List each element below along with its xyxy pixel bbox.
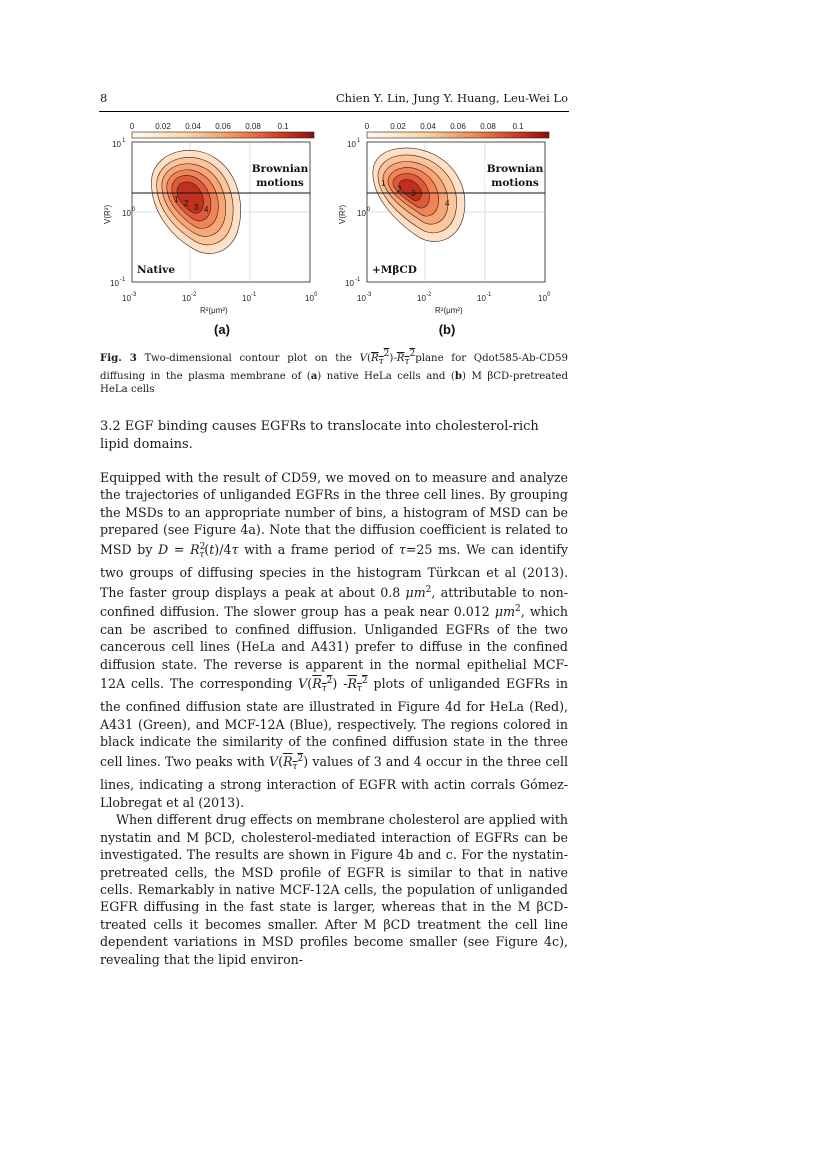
contour-number: 4 (204, 205, 209, 214)
contour-number: 2 (184, 199, 189, 208)
caption-text: Two-dimensional contour plot on the (136, 353, 360, 364)
condition-label-mbcd: +MβCD (372, 264, 417, 276)
caption-text: ) M βCD-pretreated HeLa cells (100, 370, 568, 396)
x-tick-exponent: -3 (131, 292, 137, 298)
y-tick-exponent: -1 (355, 277, 361, 283)
x-tick-exponent: 0 (547, 292, 551, 298)
y-axis-label: V(R²) (103, 204, 112, 224)
colorbar-tick: 0.1 (512, 122, 524, 131)
caption-text: plane for Qdot585-Ab-CD59 diffusing in the plasma membrane of ( (100, 353, 568, 382)
paragraph-1: Equipped with the result of CD59, we moved on to measure and analyze the trajectories of unliganded EGFRs in the three cell lines. By grouping the MSDs to an appropriate number of bins, a histogram of MSD can be prepared (see Figure 4a). Note that the diffusion coefficient is related to MSD by $D = R^2_\tau(t)/4\tau$ with a frame period of τ=25 ms. We can identify two groups of diffusing species in the histogram Türkcan et al (2013). The faster group displays a peak at about 0.8 $\mu m^2$, attributable to non-confined diffusion. The slower group has a peak near 0.012 $\mu m^2$, which can be ascribed to confined diffusion. Unliganded EGFRs of the two cancerous cell lines (HeLa and A431) prefer to diffuse in the confined diffusion state. The reverse is apparent in the normal epithelial MCF-12A cells. The corresponding $V(R_\tau^2)$ $-R_\tau^2$ plots of unliganded EGFRs in the confined diffusion state are illustrated in Figure 4d for HeLa (Red), A431 (Green), and MCF-12A (Blue), respectively. The regions colored in black indicate the similarity of the confined diffusion state in the three cell lines. Two peaks with $V(R_\tau^2)$ values of 3 and 4 occur in the three cell lines, indicating a strong interaction of EGFR with actin corrals Gómez-Llobregat et al (2013). (100, 470, 569, 810)
x-tick: 10 (305, 294, 314, 303)
section-heading: 3.2 EGF binding causes EGFRs to translocate into cholesterol-rich lipid domains. (100, 419, 539, 452)
panel-b (338, 122, 551, 337)
contour-number: 3 (194, 203, 199, 212)
panel-label-a: (a) (214, 322, 230, 337)
colorbar-a (132, 132, 314, 138)
y-tick-exponent: 1 (357, 138, 361, 144)
brownian-label: Brownian (486, 163, 544, 175)
contour-number: 4 (445, 199, 450, 208)
contour-number: 1 (174, 195, 179, 204)
contour-number: 1 (381, 179, 386, 188)
caption-ref-a: a (310, 369, 318, 382)
caption-text: ) native HeLa cells and ( (317, 370, 455, 382)
figure-caption: Fig. 3 Two-dimensional contour plot on the V(Rτ2)-Rτ2plane for Qdot585-Ab-CD59 diffusing in the plasma membrane of (a) native HeLa cells and (b) M βCD-pretreated HeLa cells (100, 349, 568, 396)
caption-ref-b: b (454, 369, 462, 382)
colorbar-tick: 0.04 (185, 122, 201, 131)
y-tick-exponent: 1 (122, 138, 126, 144)
x-tick-exponent: -2 (191, 292, 197, 298)
x-axis-label: R²(μm²) (435, 306, 463, 315)
x-tick: 10 (538, 294, 547, 303)
panel-label-b: (b) (438, 322, 456, 337)
paragraph-text: plots of unliganded EGFRs in the confined diffusion state are illustrated in Figure 4d for HeLa (Red), A431 (Green), and MCF-12A (Blue), respectively. The regions colored in black indicate the similarity of the confined diffusion state in the three cell lines. Two peaks with (100, 675, 568, 769)
x-tick: 10 (122, 294, 131, 303)
paragraph-text: , attributable to non-confined diffusion. The slower group has a peak near 0.012 (100, 584, 568, 620)
y-tick: 10 (110, 279, 119, 288)
y-tick: 10 (112, 140, 121, 149)
caption-math: V (359, 353, 367, 364)
x-axis-label: R²(μm²) (200, 306, 228, 315)
running-authors: Chien Y. Lin, Jung Y. Huang, Leu-Wei Lo (335, 91, 568, 105)
colorbar-tick: 0.08 (480, 122, 496, 131)
paragraph-text: Equipped with the result of CD59, we moved on to measure and analyze the trajectories of unliganded EGFRs in the three cell lines. By grouping the MSDs to an appropriate number of bins, a histogram of MSD can be prepared (see Figure 4a). Note that the diffusion coefficient is related to MSD by (100, 470, 568, 557)
x-tick-exponent: -2 (426, 292, 432, 298)
figure-3-image (100, 120, 568, 350)
colorbar-tick: 0 (129, 122, 135, 131)
paragraph-text: with a frame period of (238, 541, 399, 557)
paragraph-2: When different drug effects on membrane cholesterol are applied with nystatin and M βCD, cholesterol-mediated interaction of EGFRs can be investigated. The results are shown in Figure 4b and c. For the nystatin-pretreated cells, the MSD profile of EGFR is similar to that in native cells. Remarkably in native MCF-12A cells, the population of unliganded EGFR diffusing in the fast state is larger, whereas that in the M βCD-treated cells it becomes smaller. After M βCD treatment the cell line dependent variations in MSD profiles become smaller (see Figure 4c), revealing that the lipid environ- (100, 812, 568, 967)
y-tick: 10 (347, 140, 356, 149)
y-tick: 10 (345, 279, 354, 288)
x-tick: 10 (182, 294, 191, 303)
contour-number: 2 (397, 185, 402, 194)
paragraph-text: values of 3 and 4 occur in the three cell lines, indicating a strong interaction of EGFR with actin corrals Gómez-Llobregat et al (2013). (100, 753, 568, 810)
x-tick-exponent: -1 (251, 292, 257, 298)
brownian-label: motions (491, 177, 539, 189)
colorbar-b (367, 132, 549, 138)
x-tick-exponent: -3 (366, 292, 372, 298)
x-tick: 10 (417, 294, 426, 303)
brownian-label: Brownian (251, 163, 309, 175)
page-number: 8 (100, 91, 108, 105)
colorbar-tick: 0.02 (155, 122, 171, 131)
body-text (100, 469, 568, 968)
x-tick: 10 (357, 294, 366, 303)
colorbar-tick: 0.04 (420, 122, 436, 131)
brownian-label: motions (256, 177, 304, 189)
paragraph-text: , which can be ascribed to confined diffusion. Unliganded EGFRs of the two cancerous cell lines (HeLa and A431) prefer to diffuse in the confined diffusion state. The reverse is apparent in the normal epithelial MCF-12A cells. The corresponding (100, 604, 568, 691)
condition-label-native: Native (137, 264, 176, 276)
y-tick-exponent: -1 (120, 277, 126, 283)
y-tick: 10 (122, 209, 131, 218)
header-rule (99, 111, 569, 112)
contour-number: 3 (411, 189, 416, 198)
x-tick: 10 (242, 294, 251, 303)
colorbar-tick: 0.02 (390, 122, 406, 131)
y-tick-exponent: 0 (132, 207, 136, 213)
x-tick-exponent: 0 (314, 292, 318, 298)
colorbar-tick: 0.06 (450, 122, 466, 131)
running-header (100, 91, 568, 107)
paragraph-text: =25 ms. We can identify two groups of diffusing species in the histogram Türkcan et al (2013). The faster group displays a peak at about 0.8 (100, 541, 569, 600)
colorbar-tick: 0.08 (245, 122, 261, 131)
y-axis-label: V(R²) (338, 204, 347, 224)
x-tick: 10 (477, 294, 486, 303)
caption-prefix: Fig. 3 (100, 352, 137, 364)
colorbar-tick: 0.1 (277, 122, 289, 131)
x-tick-exponent: -1 (486, 292, 492, 298)
y-tick-exponent: 0 (367, 207, 371, 213)
panel-a (103, 122, 318, 337)
colorbar-tick: 0 (364, 122, 370, 131)
figure-3 (100, 120, 568, 350)
y-tick: 10 (357, 209, 366, 218)
colorbar-tick: 0.06 (215, 122, 231, 131)
